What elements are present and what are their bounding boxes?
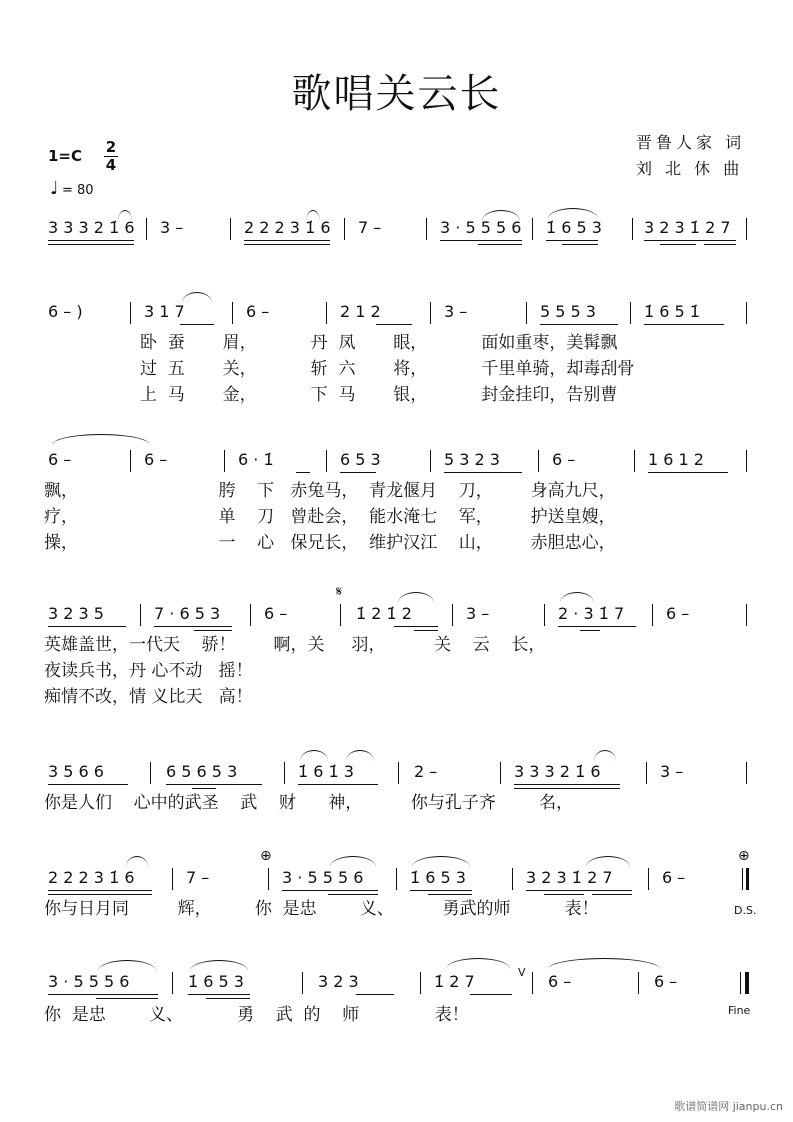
lyric-line: 夜读兵书，丹 心不动 摇！: [44, 661, 253, 681]
lyric-line: 飘， 胯 下 赤兔马， 青龙偃月 刀， 身高九尺，: [44, 481, 616, 501]
time-top: 2: [105, 138, 117, 156]
measure: 6 – ): [48, 302, 83, 321]
measure: 3 –: [444, 302, 468, 321]
measure: 6 –: [48, 450, 72, 469]
measure: 3 1 7: [144, 302, 185, 321]
measure: 3 –: [466, 604, 490, 623]
song-title: 歌唱关云长: [291, 71, 502, 117]
lyric-line: 疗， 单 刀 曾赴会， 能水淹七 军， 护送皇嫂，: [44, 507, 616, 527]
measure: 3 –: [660, 762, 684, 781]
lyric-line: 英雄盖世，一代天 骄！ 啊，关 羽， 关 云 长，: [44, 635, 546, 655]
lyric-line: 上 马 金， 下 马 银， 封金挂印，告别曹: [140, 385, 618, 405]
measure: 6 –: [662, 868, 686, 887]
lyric-line: 痴情不改，情 义比天 高！: [44, 687, 253, 707]
measure: 3 2 3 1̇ 2 7: [644, 218, 731, 237]
fine-marking: Fine: [728, 1004, 751, 1017]
measure: 6 –: [654, 972, 678, 991]
coda-icon: ⊕: [260, 848, 272, 864]
measure: 2 2 2 3 1̇ 6: [48, 868, 135, 887]
measure: 6 –: [552, 450, 576, 469]
segno-icon: 𝄋: [336, 584, 343, 600]
measure: 1̇ 6 5 3: [188, 972, 244, 991]
measure: 1̇ 6 5 3: [546, 218, 602, 237]
measure: 3 3 3 2 1̇ 6: [48, 218, 135, 237]
measure: 3 5 6 6: [48, 762, 104, 781]
lyric-line: 操， 一 心 保兄长， 维护汉江 山， 赤胆忠心，: [44, 533, 616, 553]
measure: 1 6 1 2: [648, 450, 704, 469]
measure: 3 2 3: [318, 972, 359, 991]
measure: 6 5 6 5 3: [166, 762, 238, 781]
time-signature: [104, 140, 118, 173]
key-signature: 1=C: [48, 147, 83, 165]
measure: 3 2 3 1̇ 2 7: [526, 868, 613, 887]
breath-mark: V: [518, 966, 526, 979]
tempo-marking: = 80: [62, 183, 94, 198]
measure: 3 · 5 5 5 6: [282, 868, 364, 887]
measure: 5 3 2 3: [444, 450, 500, 469]
measure: 6 –: [666, 604, 690, 623]
measure: 1̇ 6 1̇ 3: [298, 762, 354, 781]
measure: 3 2 3 5: [48, 604, 104, 623]
time-bottom: 4: [105, 156, 117, 174]
measure: 1̇ 2 7: [434, 972, 475, 991]
measure: 1̇ 2 1̇ 2: [356, 604, 412, 623]
quarter-note-icon: ♩: [50, 178, 59, 199]
measure: 6 –: [264, 604, 288, 623]
measure: 3 · 5 5 5 6: [440, 218, 522, 237]
measure: 7 · 6 5 3: [154, 604, 221, 623]
lyric-line: 你与日月同 辉， 你 是忠 义、 勇武的师 表！: [44, 899, 599, 919]
measure: 1̇ 6 5 1̇: [644, 302, 700, 321]
lyric-line: 你 是忠 义、 勇 武 的 师 表！: [44, 1005, 469, 1025]
measure: 6 · 1̇: [238, 450, 274, 469]
measure: 2 2 2 3 1̇ 6: [244, 218, 331, 237]
measure: 2 · 3 1̇ 7: [558, 604, 625, 623]
measure: 7 –: [186, 868, 210, 887]
coda-icon: ⊕: [738, 848, 750, 864]
measure: 6 –: [144, 450, 168, 469]
measure: 2 –: [414, 762, 438, 781]
measure: 3 3 3 2 1̇ 6: [514, 762, 601, 781]
ds-marking: D.S.: [734, 904, 757, 917]
measure: 5 5 5 3: [540, 302, 596, 321]
measure: 2 1 2: [340, 302, 381, 321]
watermark: 歌谱简谱网 jianpu.cn: [674, 1100, 783, 1113]
measure: 3 · 5 5 5 6: [48, 972, 130, 991]
lyric-line: 卧 蚕 眉， 丹 凤 眼， 面如重枣，美髯飘: [140, 333, 618, 353]
measure: 6 –: [548, 972, 572, 991]
measure: 7 –: [358, 218, 382, 237]
measure: 1̇ 6 5 3: [410, 868, 466, 887]
measure: 6 –: [246, 302, 270, 321]
measure: 6 5 3: [340, 450, 381, 469]
lyric-line: 你是人们 心中的武圣 武 财 神， 你与孔子齐 名，: [44, 793, 574, 813]
composer-credit: 刘 北 休 曲: [636, 159, 744, 178]
measure: 3 –: [160, 218, 184, 237]
lyric-line: 过 五 关， 斩 六 将， 千里单骑，却毒刮骨: [140, 359, 635, 379]
lyricist-credit: 晋鲁人家 词: [636, 133, 746, 152]
